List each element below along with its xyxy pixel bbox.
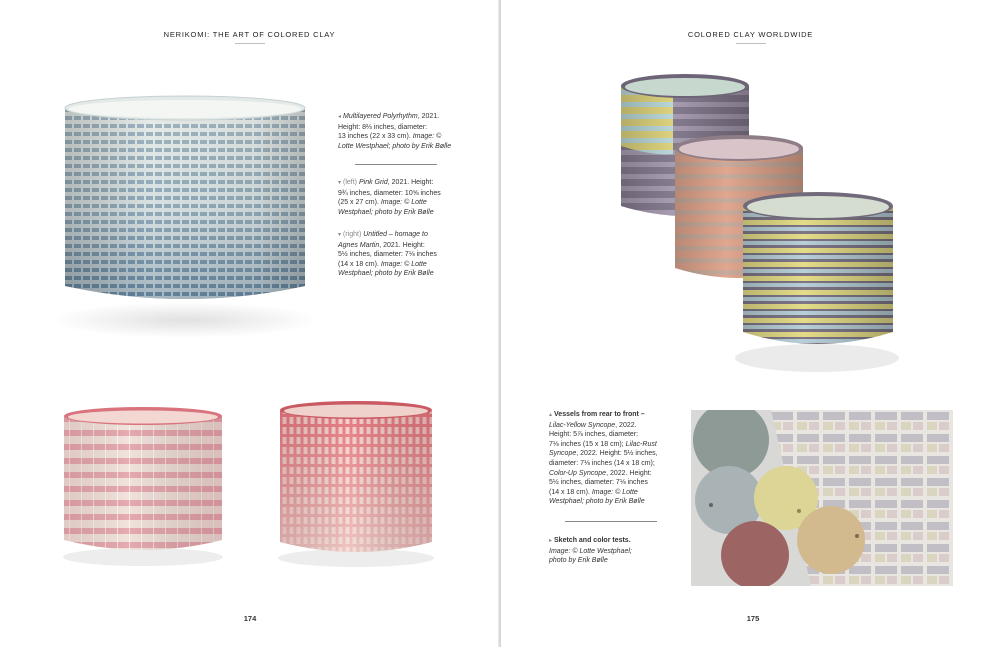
caption-text: Height: 5⅞ inches, diameter: (549, 431, 639, 439)
caption-marker-down: ▾ (338, 180, 342, 186)
caption-marker-left: ◂ (338, 114, 342, 120)
photo-untitled-agnes-martin (274, 396, 439, 571)
caption-text: , 2022. (615, 421, 637, 429)
caption-credit: Lotte Westphael; photo by Erik Bølle (338, 142, 452, 150)
caption-divider (355, 164, 437, 165)
photo-pink-grid (58, 402, 228, 572)
caption-marker-up: ▴ (549, 412, 553, 418)
caption-credit: photo by Erik Bølle (549, 557, 608, 565)
caption-title: Syncope (549, 450, 577, 458)
caption-text: 13 inches (22 x 33 cm). (338, 133, 411, 141)
caption-credit: Image: © (412, 133, 442, 141)
caption-position: (left) (343, 179, 358, 186)
caption-text: 7⅛ inches (15 x 18 cm); (549, 440, 624, 448)
caption-text: (25 x 27 cm). (338, 199, 379, 207)
caption-sketch-color-tests (549, 536, 677, 566)
caption-text: diameter: 7⅛ inches (14 x 18 cm); (549, 459, 655, 467)
caption-multilayered-polyrhythm (338, 112, 458, 151)
caption-credit: Westphael; photo by Erik Bølle (338, 208, 434, 216)
running-head-left: NERIKOMI: THE ART OF COLORED CLAY (163, 30, 336, 39)
caption-title: Untitled – homage to (363, 231, 428, 238)
caption-position: (right) (343, 231, 362, 238)
caption-marker-down: ▾ (338, 232, 342, 238)
caption-text: , 2021. Height: (379, 241, 425, 249)
photo-syncope-vessels (613, 66, 953, 396)
running-head-rule (736, 43, 766, 44)
caption-text: 5½ inches, diameter: 7⅛ inches (549, 479, 648, 487)
caption-title: Pink Grid (358, 179, 388, 186)
caption-text: (14 x 18 cm). (338, 260, 379, 268)
caption-credit: Image: © Lotte (380, 199, 427, 207)
caption-divider (565, 521, 657, 522)
caption-text: 5½ inches, diameter: 7⅛ inches (338, 251, 437, 259)
caption-text: Height: 8⅔ inches, diameter: (338, 123, 428, 131)
photo-multilayered-polyrhythm (55, 90, 315, 340)
right-page (501, 0, 1000, 647)
caption-text: , 2022. Height: 5½ inches, (576, 450, 658, 458)
page-number-right: 175 (746, 614, 760, 623)
caption-text: , 2021. (417, 113, 440, 120)
photo-sketch-color-tests (691, 410, 953, 586)
caption-syncope-vessels (549, 410, 677, 507)
caption-marker-right: ▸ (549, 538, 553, 544)
caption-credit: Image: © Lotte (380, 260, 427, 268)
caption-title: Lilac-Rust (625, 440, 657, 448)
caption-title: Multilayered Polyrhythm (343, 113, 418, 120)
running-head-right: COLORED CLAY WORLDWIDE (687, 30, 814, 39)
caption-text: (14 x 18 cm). (549, 488, 590, 496)
caption-credit: Image: © Lotte Westphael; (549, 547, 632, 555)
caption-title: Color-Up Syncope (549, 469, 607, 477)
caption-title: Lilac-Yellow Syncope (549, 421, 616, 429)
left-page (0, 0, 499, 647)
caption-credit: Westphael; photo by Erik Bølle (338, 270, 434, 278)
caption-lead: Vessels from rear to front – (554, 411, 645, 418)
caption-text: , 2021. Height: (387, 179, 434, 186)
caption-title: Agnes Martin (338, 241, 380, 249)
caption-credit: Westphael; photo by Erik Bølle (549, 498, 645, 506)
caption-untitled-agnes-martin (338, 230, 463, 279)
caption-pink-grid (338, 178, 463, 217)
caption-credit: Image: © Lotte (591, 488, 638, 496)
caption-text: , 2022. Height: (606, 469, 652, 477)
running-head-rule (235, 43, 265, 44)
caption-lead: Sketch and color tests. (554, 537, 631, 544)
caption-text: 9¾ inches, diameter: 10⅝ inches (338, 189, 441, 197)
page-number-left: 174 (243, 614, 257, 623)
